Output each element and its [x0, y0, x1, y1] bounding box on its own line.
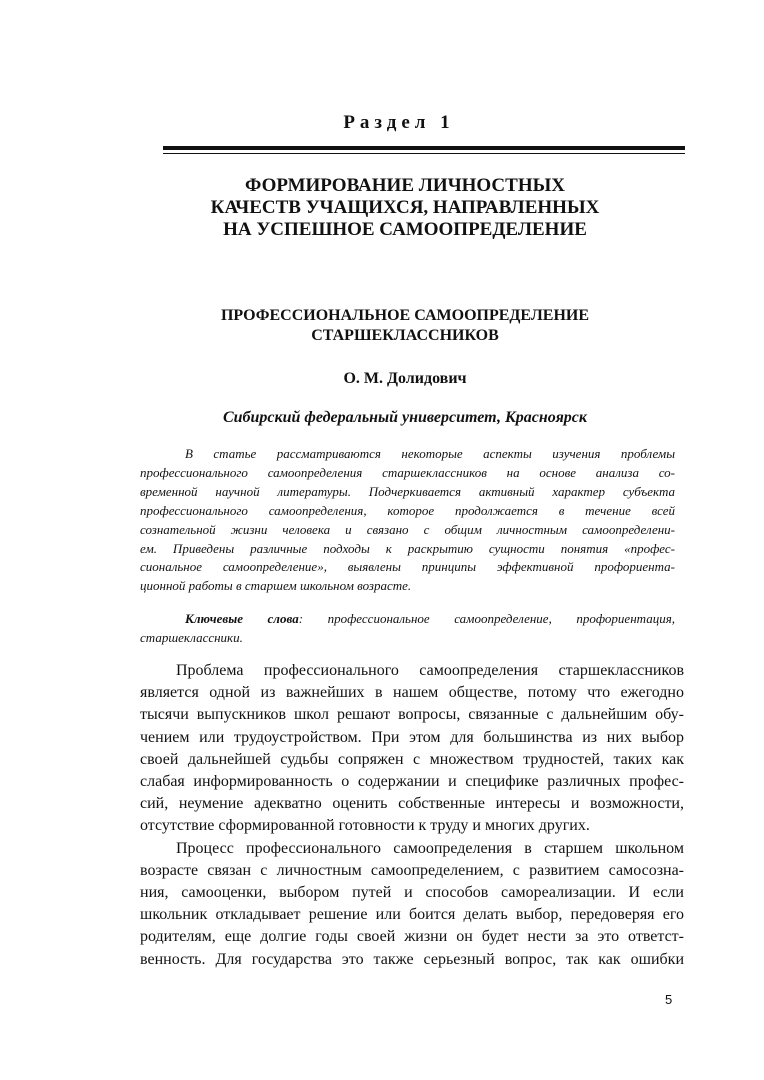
- keywords-line: старшеклассники.: [140, 630, 243, 645]
- abstract: [140, 445, 675, 596]
- main-title-line: НА УСПЕШНОЕ САМООПРЕДЕЛЕНИЕ: [223, 219, 587, 240]
- keywords: [140, 609, 675, 647]
- body-line: является одной из важнейших в нашем обществе, потому что ежегодно: [140, 684, 684, 702]
- abstract-line: ционной работы в старшем школьном возрасте.: [140, 578, 412, 594]
- abstract-line: ем. Приведены различные подходы к раскрытию сущности понятия «профес-: [140, 540, 675, 556]
- body-line: слабая информированность о содержании и специфике различных профес-: [140, 773, 684, 791]
- abstract-line: В статье рассматриваются некоторые аспекты изучения проблемы: [185, 446, 675, 461]
- body-line: венность. Для государства это также серьезный вопрос, так как ошибки: [140, 950, 684, 968]
- abstract-line: профессионального самоопределения старшеклассников на основе анализа со-: [140, 464, 675, 480]
- section-rule-thin: [163, 153, 685, 154]
- keywords-line: [140, 609, 675, 628]
- main-title-line: ФОРМИРОВАНИЕ ЛИЧНОСТНЫХ: [245, 175, 565, 196]
- body-text: [140, 660, 684, 971]
- body-line: отсутствие сформированной готовности к труду и многих других.: [140, 817, 590, 835]
- body-line: сий, неумение адекватно оценить собственные интересы и возможности,: [140, 795, 684, 813]
- body-line: ния, самооценки, выбором путей и способов самореализации. И если: [140, 884, 684, 902]
- section-rule-thick: [163, 146, 685, 150]
- body-line: родителям, еще долгие годы своей жизни он будет нести за это ответст-: [140, 928, 684, 946]
- abstract-line: сиональное самоопределение», выявлены принципы эффективной профориента-: [140, 559, 675, 575]
- body-line: своей дальнейшей судьбы сопряжен с множеством трудностей, таких как: [140, 750, 684, 768]
- keywords-label: Ключевые слова: [185, 611, 299, 626]
- main-title-line: КАЧЕСТВ УЧАЩИХСЯ, НАПРАВЛЕННЫХ: [210, 197, 600, 218]
- abstract-line: сознательной жизни человека и связано с общим личностным самоопределени-: [140, 521, 675, 537]
- main-title: [140, 175, 670, 241]
- article-title: [140, 306, 670, 346]
- affiliation: Сибирский федеральный университет, Красноярск: [222, 409, 588, 426]
- page-number: 5: [665, 992, 673, 1007]
- body-line: Проблема профессионального самоопределения старшеклассников: [176, 662, 684, 679]
- article-title-line: СТАРШЕКЛАССНИКОВ: [311, 327, 499, 344]
- body-line: возрасте связан с личностным самоопределением, с развитием самосозна-: [140, 861, 684, 879]
- abstract-line: временной научной литературы. Подчеркивается активный характер субъекта: [140, 483, 675, 499]
- body-line: чением или трудоустройством. При этом для большинства из них выбор: [140, 728, 684, 746]
- body-line: школьник откладывает решение или боится делать выбор, передоверяя его: [140, 906, 684, 924]
- article-title-line: ПРОФЕССИОНАЛЬНОЕ САМООПРЕДЕЛЕНИЕ: [220, 307, 590, 324]
- author: О. М. Долидович: [343, 370, 467, 387]
- abstract-line: профессионального самоопределения, которое продолжается в течение всей: [140, 502, 675, 518]
- section-label: Раздел 1: [343, 112, 455, 133]
- body-line: Процесс профессионального самоопределения в старшем школьном: [176, 839, 684, 857]
- keywords-list: : профессиональное самоопределение, профориентация,: [298, 611, 675, 626]
- body-line: тысячи выпускников школ решают вопросы, связанные с дальнейшим обу-: [140, 706, 684, 724]
